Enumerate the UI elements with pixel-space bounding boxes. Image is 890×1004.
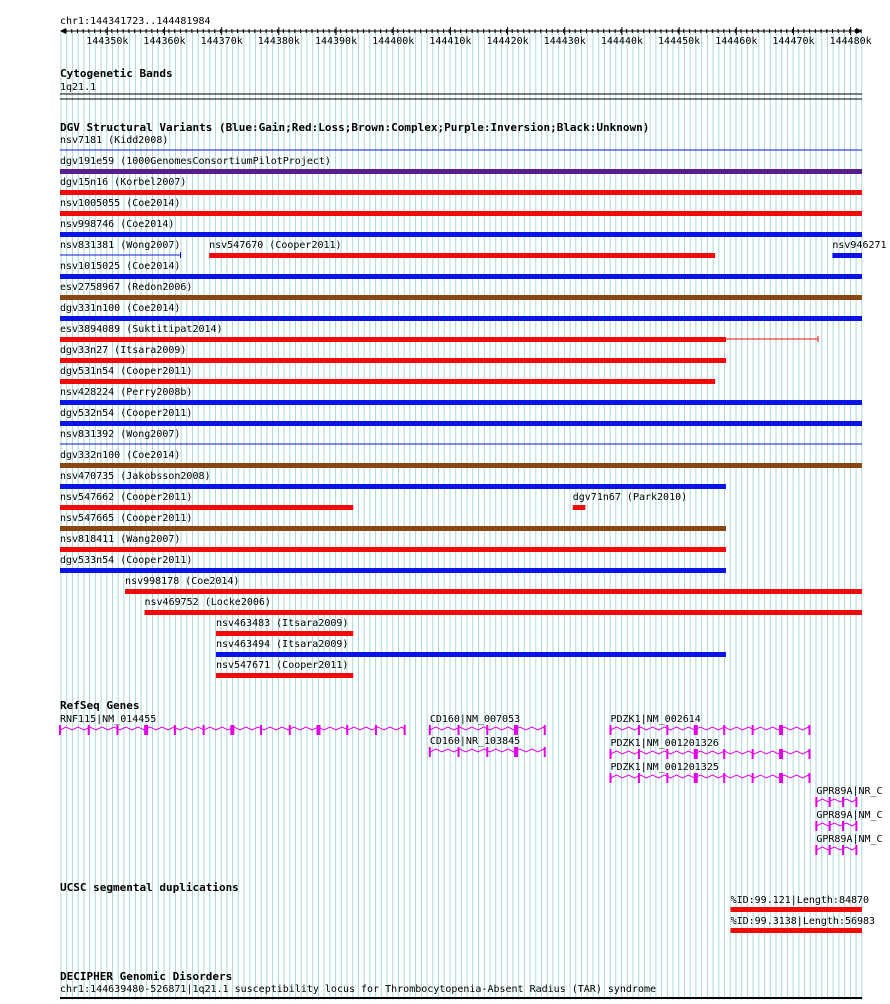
variant-label[interactable]: nsv1005055 (Coe2014) (60, 198, 181, 209)
gene-exon (808, 773, 810, 783)
ruler-tick-label: 144480k (829, 36, 872, 47)
variant-bar[interactable] (216, 652, 726, 657)
gene-exon (815, 797, 817, 807)
variant-label[interactable]: nsv547665 (Cooper2011) (60, 513, 193, 524)
segdup-feature[interactable] (731, 895, 869, 912)
gene-exon (610, 725, 612, 735)
gene-exon (514, 747, 518, 757)
ruler-tick-label: 144460k (715, 36, 758, 47)
ruler-tick-label: 144370k (200, 36, 243, 47)
variant-label[interactable]: nsv831392 (Wong2007) (60, 429, 181, 440)
gene-exon (855, 845, 857, 855)
gene-exon (842, 821, 844, 831)
ruler-tick-label: 144390k (314, 36, 358, 47)
ruler-tick-label: 144380k (257, 36, 300, 47)
variant-bar[interactable] (60, 526, 726, 531)
variant-feature[interactable] (60, 240, 181, 258)
gene-exon (404, 725, 406, 735)
ruler (60, 16, 872, 47)
gene-exon (116, 725, 118, 735)
gene-exon (779, 725, 783, 735)
gene-label[interactable]: PDZK1|NM_002614 (610, 714, 701, 725)
gene-exon (694, 725, 698, 735)
variant-feature[interactable] (144, 597, 862, 615)
gene-exon (752, 749, 754, 759)
gene-exon (544, 747, 546, 757)
gene-exon (230, 725, 234, 735)
gene-exon (203, 725, 205, 735)
variant-label[interactable]: nsv463483 (Itsara2009) (215, 618, 349, 629)
gene-exon (723, 725, 725, 735)
variant-bar[interactable] (60, 484, 726, 489)
variant-label[interactable]: nsv7181 (Kidd2008) (60, 135, 169, 146)
variant-label[interactable]: dgv531n54 (Cooper2011) (60, 366, 193, 377)
variant-label[interactable]: dgv533n54 (Cooper2011) (60, 555, 193, 566)
variant-bar[interactable] (60, 358, 726, 363)
segdup-bar[interactable] (731, 907, 862, 912)
ruler-tick-label: 144470k (772, 36, 815, 47)
ruler-tick-label: 144410k (429, 36, 472, 47)
gene-label[interactable]: GPR89A|NR_C (816, 786, 883, 797)
gene-exon (260, 725, 262, 735)
variant-label[interactable]: dgv15n16 (Korbel2007) (60, 177, 187, 188)
ruler-tick-label: 144450k (658, 36, 701, 47)
gene-exon (829, 845, 831, 855)
segdup-track-title: UCSC segmental duplications (60, 881, 239, 894)
variant-label[interactable]: dgv532n54 (Cooper2011) (60, 408, 193, 419)
segdup-bar[interactable] (731, 928, 862, 933)
gene-label[interactable]: PDZK1|NM_001201325 (610, 762, 719, 773)
ruler-tick-label: 144360k (143, 36, 186, 47)
gene-exon (638, 773, 640, 783)
gene-exon (666, 749, 668, 759)
gene-exon (752, 725, 754, 735)
decipher-track-title: DECIPHER Genomic Disorders (60, 970, 233, 983)
variant-feature[interactable] (209, 240, 715, 258)
variant-bar[interactable] (60, 211, 862, 216)
decipher-item-label[interactable]: chr1:144639480-526871|1q21.1 susceptibility locus for Thrombocytopenia-Absent Radius (TAR) syndrome (60, 984, 657, 995)
variant-feature[interactable] (125, 576, 862, 594)
variant-feature[interactable] (60, 366, 715, 384)
gene-exon (779, 749, 783, 759)
variant-bar[interactable] (144, 610, 862, 615)
gene-feature[interactable] (429, 736, 546, 757)
variant-bar[interactable] (60, 547, 726, 552)
gene-exon (458, 725, 460, 735)
gene-exon (829, 821, 831, 831)
variant-bar[interactable] (60, 505, 353, 510)
gene-exon (752, 773, 754, 783)
gene-label[interactable]: PDZK1|NM_001201326 (610, 738, 719, 749)
variant-label[interactable]: esv3894089 (Suktitipat2014) (60, 324, 223, 335)
segdup-rows (731, 895, 876, 933)
gene-exon (514, 725, 518, 735)
gene-exon (808, 749, 810, 759)
ruler-tick-label: 144420k (486, 36, 529, 47)
ruler-right-arrow (856, 28, 862, 34)
gene-feature[interactable] (815, 786, 882, 807)
gene-exon (375, 725, 377, 735)
variant-bar[interactable] (209, 253, 715, 258)
segdup-label[interactable]: %ID:99.121|Length:84870 (730, 895, 870, 906)
variant-feature[interactable] (216, 660, 353, 678)
segdup-label[interactable]: %ID:99.3138|Length:56983 (730, 916, 876, 927)
ruler-tick-label: 144440k (600, 36, 644, 47)
variant-bar[interactable] (125, 589, 862, 594)
gene-exon (723, 773, 725, 783)
cytoband-label[interactable]: 1q21.1 (60, 82, 97, 93)
variant-label[interactable]: nsv547662 (Cooper2011) (60, 492, 193, 503)
variant-label[interactable]: dgv332n100 (Coe2014) (60, 450, 181, 461)
variant-label[interactable]: dgv33n27 (Itsara2009) (60, 345, 187, 356)
variant-label[interactable]: nsv998746 (Coe2014) (60, 219, 175, 230)
variant-label[interactable]: nsv1015025 (Coe2014) (60, 261, 181, 272)
variant-feature[interactable] (573, 492, 687, 510)
gene-exon (486, 725, 488, 735)
variant-bar[interactable] (60, 463, 862, 468)
variant-bar[interactable] (573, 505, 586, 510)
variant-bar[interactable] (60, 568, 726, 573)
variant-label[interactable]: nsv946271 (832, 240, 887, 251)
variant-label[interactable]: nsv547671 (Cooper2011) (215, 660, 349, 671)
variant-bar[interactable] (216, 631, 353, 636)
gene-feature[interactable] (610, 714, 811, 735)
gene-feature[interactable] (610, 762, 811, 783)
dgv-track-title: DGV Structural Variants (Blue:Gain;Red:Loss;Brown:Complex;Purple:Inversion;Black:Unknown) (60, 121, 650, 134)
gene-exon (666, 725, 668, 735)
ruler-tick-label: 144350k (86, 36, 129, 47)
cytogenetic-bands-title: Cytogenetic Bands (60, 67, 173, 80)
gene-label[interactable]: CD160|NR_103845 (429, 736, 521, 747)
segdup-feature[interactable] (731, 916, 876, 933)
variant-label[interactable]: nsv463494 (Itsara2009) (215, 639, 349, 650)
ruler-ticks (60, 27, 872, 47)
variant-bar[interactable] (60, 337, 726, 342)
gene-exon (855, 821, 857, 831)
ruler-label: chr1:144341723..144481984 (60, 16, 211, 27)
gene-feature[interactable] (815, 834, 882, 855)
gene-label[interactable]: GPR89A|NM_C (816, 810, 883, 821)
variant-label[interactable]: nsv547670 (Cooper2011) (209, 240, 342, 251)
gene-exon (815, 821, 817, 831)
gene-exon (59, 725, 61, 735)
gene-exon (610, 773, 612, 783)
variant-bar[interactable] (60, 421, 862, 426)
gene-label[interactable]: CD160|NM_007053 (429, 714, 521, 725)
variant-bar[interactable] (60, 190, 862, 195)
gene-exon (458, 747, 460, 757)
gene-exon (855, 797, 857, 807)
gene-label[interactable]: GPR89A|NM_C (816, 834, 883, 845)
gene-exon (316, 725, 320, 735)
gene-exon (429, 725, 431, 735)
variant-label[interactable]: dgv71n67 (Park2010) (572, 492, 688, 503)
ruler-tick-label: 144430k (543, 36, 586, 47)
variant-feature[interactable] (832, 240, 886, 258)
gene-exon (723, 749, 725, 759)
variant-bar[interactable] (60, 232, 862, 237)
variant-label[interactable]: nsv428224 (Perry2008b) (60, 387, 193, 398)
ruler-tick-label: 144400k (372, 36, 415, 47)
gene-exon (610, 749, 612, 759)
gene-exon (544, 725, 546, 735)
refseq-track-title: RefSeq Genes (60, 699, 140, 712)
gene-exon (779, 773, 783, 783)
variant-label[interactable]: nsv469752 (Locke2006) (144, 597, 271, 608)
variant-bar[interactable] (60, 169, 862, 174)
variant-label[interactable]: dgv331n100 (Coe2014) (60, 303, 181, 314)
variant-feature[interactable] (60, 492, 353, 510)
gene-exon (638, 725, 640, 735)
gene-exon (694, 773, 698, 783)
gene-feature[interactable] (429, 714, 546, 735)
gene-exon (638, 749, 640, 759)
variant-label[interactable]: esv2758967 (Redon2006) (60, 282, 193, 293)
gene-feature[interactable] (610, 738, 811, 759)
gene-exon (174, 725, 176, 735)
variant-bar[interactable] (60, 316, 862, 321)
gene-exon (829, 797, 831, 807)
gene-label[interactable]: RNF115|NM_014455 (60, 714, 157, 725)
variant-label[interactable]: nsv831381 (Wong2007) (60, 240, 181, 251)
variant-bar[interactable] (216, 673, 353, 678)
gene-exon (346, 725, 348, 735)
variant-feature[interactable] (216, 618, 353, 636)
variant-feature[interactable] (216, 639, 726, 657)
variant-bar[interactable] (832, 253, 862, 258)
gene-exon (88, 725, 90, 735)
variant-bar[interactable] (60, 379, 715, 384)
gene-exon (808, 725, 810, 735)
gene-exon (429, 747, 431, 757)
variant-label[interactable]: nsv998178 (Coe2014) (125, 576, 240, 587)
gene-exon (842, 845, 844, 855)
gene-exon (144, 725, 148, 735)
gene-exon (289, 725, 291, 735)
gene-exon (842, 797, 844, 807)
variant-bar[interactable] (60, 295, 862, 300)
gene-exon (486, 747, 488, 757)
variant-label[interactable]: dgv191e59 (1000GenomesConsortiumPilotProject) (60, 156, 331, 167)
gene-feature[interactable] (815, 810, 882, 831)
gene-exon (815, 845, 817, 855)
gene-exon (694, 749, 698, 759)
variant-bar[interactable] (60, 400, 862, 405)
gene-exon (666, 773, 668, 783)
variant-label[interactable]: nsv818411 (Wang2007) (60, 534, 181, 545)
variant-bar[interactable] (60, 274, 862, 279)
variant-label[interactable]: nsv470735 (Jakobsson2008) (60, 471, 211, 482)
